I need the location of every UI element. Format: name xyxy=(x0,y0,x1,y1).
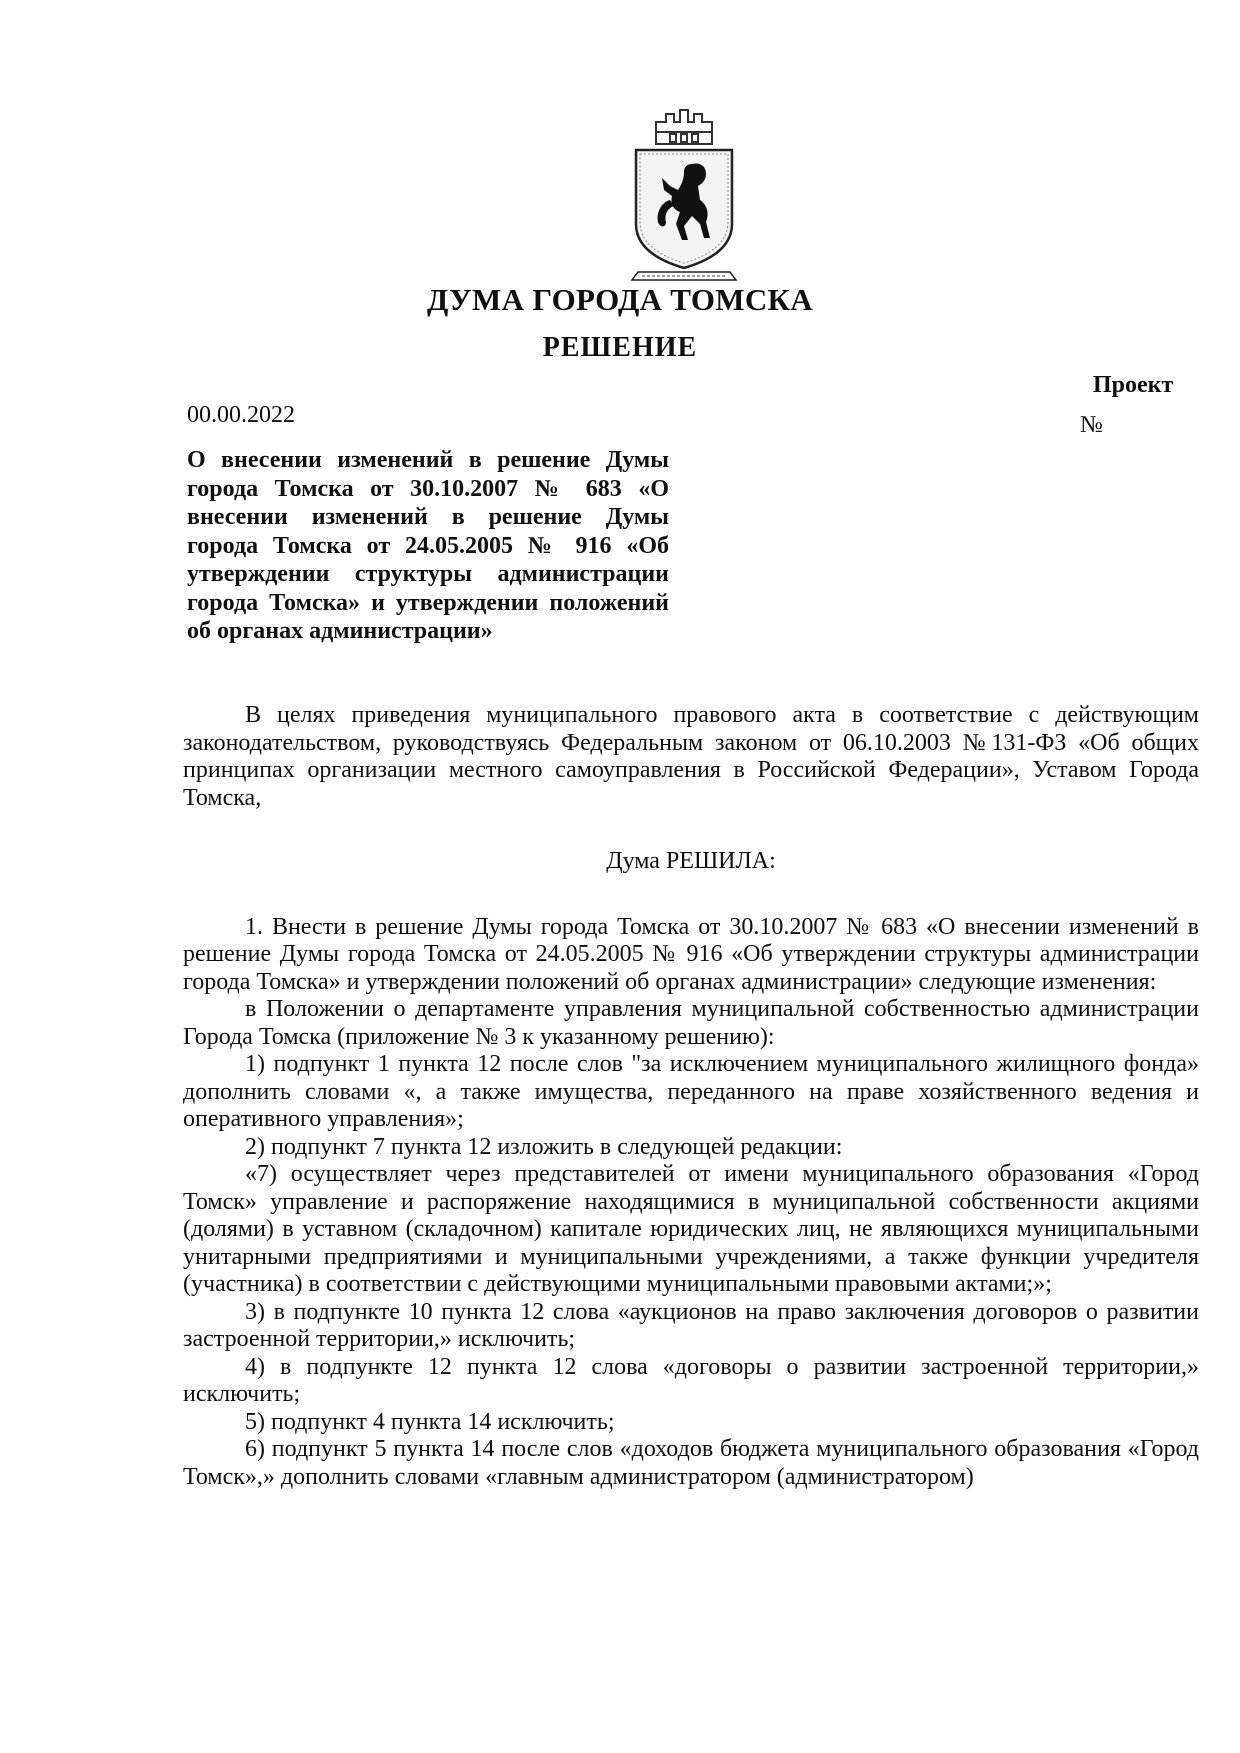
document-type: РЕШЕНИЕ xyxy=(542,332,698,363)
coat-of-arms-icon xyxy=(626,104,742,284)
draft-label: Проект xyxy=(1093,372,1174,398)
list-item: 4) в подпункте 12 пункта 12 слова «договоры о развитии застроенной территории,» исключить; xyxy=(183,1353,1199,1407)
list-item: в Положении о департаменте управления муниципальной собственностью администрации Города Томска (приложение № 3 к указанному решению): xyxy=(183,996,1199,1050)
list-item: 3) в подпункте 10 пункта 12 слова «аукционов на право заключения договоров о развитии застроенной территории,» исключить; xyxy=(183,1298,1199,1352)
document-date: 00.00.2022 xyxy=(187,402,295,428)
list-item: 6) подпункт 5 пункта 14 после слов «доходов бюджета муниципального образования «Город Томск»,» дополнить словами «главным администратором (администратором) xyxy=(183,1436,1199,1490)
list-item: 1. Внести в решение Думы города Томска от 30.10.2007 № 683 «О внесении изменений в решение Думы города Томска от 24.05.2005 № 916 «Об утверждении структуры администрации города Томска» и утверждении положений об органах администрации» следующие изменения: xyxy=(183,913,1199,995)
organization-title: ДУМА ГОРОДА ТОМСКА xyxy=(427,282,813,317)
document-subject: О внесении изменений в решение Думы города Томска от 30.10.2007 № 683 «О внесении изменений в решение Думы города Томска от 24.05.2005 № 916 «Об утверждении структуры администрации города Томска» и утверждении положений об органах администрации» xyxy=(187,447,669,644)
preamble-paragraph: В целях приведения муниципального правового акта в соответствие с действующим законодательством, руководствуясь Федеральным законом от 06.10.2003 №131-ФЗ «Об общих принципах организации местного самоуправления в Российской Федерации», Уставом Города Томска, xyxy=(183,702,1199,811)
list-item: 1) подпункт 1 пункта 12 после слов "за исключением муниципального жилищного фонда» дополнить словами «, а также имущества, переданного на праве хозяйственного ведения и оперативного управления»; xyxy=(183,1051,1199,1132)
list-item: 5) подпункт 4 пункта 14 исключить; xyxy=(245,1408,615,1435)
document-number: № xyxy=(1080,412,1103,438)
document-body xyxy=(183,702,1199,1491)
list-item: «7) осуществляет через представителей от имени муниципального образования «Город Томск» управление и распоряжение находящимися в муниципальной собственности акциями (долями) в уставном (складочном) капитале юридических лиц, не являющихся муниципальными унитарными предприятиями и муниципальными учреждениями, а также функции учредителя (участника) в соответствии с действующими муниципальными правовыми актами;»; xyxy=(183,1161,1199,1297)
list-item: 2) подпункт 7 пункта 12 изложить в следующей редакции: xyxy=(245,1133,843,1160)
resolution-heading: Дума РЕШИЛА: xyxy=(606,848,776,874)
